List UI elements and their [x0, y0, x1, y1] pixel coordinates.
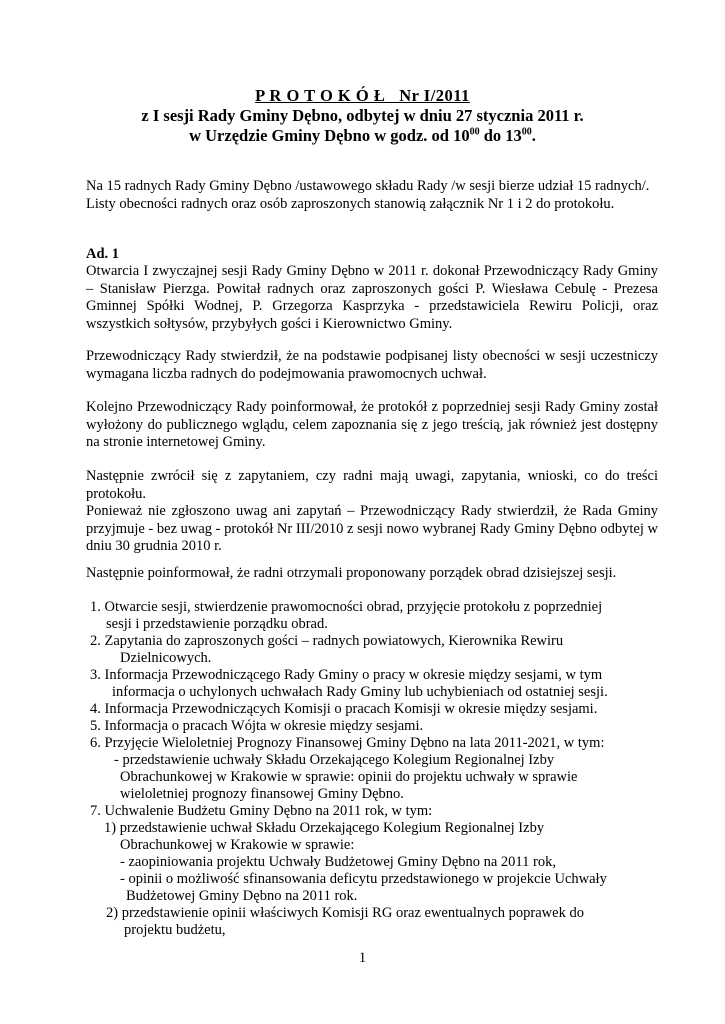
paragraph-protocol-accepted: Ponieważ nie zgłoszono uwag ani zapytań – Przewodniczący Rady stwierdził, że Rada Gminy przyjmuje - bez uwag - protokół Nr III/2010 z sesji nowo wybranej Rady Gminy Dębno odbytej w dniu 30 grudnia 2010 r. — [86, 503, 658, 554]
agenda-subitem-cont: Budżetowej Gminy Dębno na 2011 rok. — [126, 888, 358, 904]
agenda-subitem-cont: projektu budżetu, — [124, 922, 226, 938]
protocol-title-main: P R O T O K Ó Ł Nr I/2011 — [255, 86, 470, 105]
paragraph-agenda-intro: Następnie poinformował, że radni otrzymali proponowany porządek obrad dzisiejszej sesji. — [86, 565, 617, 581]
agenda-item: 4. Informacja Przewodniczących Komisji o pracach Komisji w okresie między sesjami. — [90, 701, 598, 717]
start-minutes: 00 — [469, 126, 480, 138]
agenda-item-cont: Dzielnicowych. — [120, 650, 212, 666]
time-location-line — [0, 126, 725, 146]
paragraph-quorum: Przewodniczący Rady stwierdził, że na podstawie podpisanej listy obecności w sesji uczestniczy wymagana liczba radnych do podejmowania prawomocnych uchwał. — [86, 348, 658, 382]
time-location-mid: do 13 — [479, 126, 522, 145]
paragraph-questions: Następnie zwrócił się z zapytaniem, czy radni mają uwagi, zapytania, wnioski, co do treści protokołu. — [86, 468, 658, 502]
agenda-subitem-cont: Obrachunkowej w Krakowie w sprawie: — [120, 837, 355, 853]
protocol-title — [0, 86, 725, 106]
agenda-subitem-dash: - zaopiniowania projektu Uchwały Budżetowej Gminy Dębno na 2011 rok, — [120, 854, 556, 870]
time-location-end: . — [531, 126, 536, 145]
agenda-item: 2. Zapytania do zaproszonych gości – radnych powiatowych, Kierownika Rewiru — [90, 633, 564, 649]
agenda-item: 7. Uchwalenie Budżetu Gminy Dębno na 2011 rok, w tym: — [90, 803, 433, 819]
agenda-item: 3. Informacja Przewodniczącego Rady Gminy o pracy w okresie między sesjami, w tym — [90, 667, 603, 683]
agenda-subitem: - przedstawienie uchwały Składu Orzekającego Kolegium Regionalnej Izby — [114, 752, 555, 768]
intro-attendance-lists: Listy obecności radnych oraz osób zaproszonych stanowią załącznik Nr 1 i 2 do protokołu. — [86, 196, 615, 212]
agenda-subitem-cont: wieloletniej prognozy finansowej Gminy Dębno. — [120, 786, 404, 802]
session-line: z I sesji Rady Gminy Dębno, odbytej w dniu 27 stycznia 2011 r. — [141, 106, 584, 125]
agenda-subitem-cont: Obrachunkowej w Krakowie w sprawie: opinii do projektu uchwały w sprawie — [120, 769, 578, 785]
agenda-subitem: 2) przedstawienie opinii właściwych Komisji RG oraz ewentualnych poprawek do — [106, 905, 584, 921]
agenda-item: 6. Przyjęcie Wieloletniej Prognozy Finansowej Gminy Dębno na lata 2011-2021, w tym: — [90, 735, 605, 751]
agenda-item: 1. Otwarcie sesji, stwierdzenie prawomocności obrad, przyjęcie protokołu z poprzedniej — [90, 599, 603, 615]
agenda-subitem: 1) przedstawienie uchwał Składu Orzekającego Kolegium Regionalnej Izby — [104, 820, 545, 836]
page-number: 1 — [358, 950, 367, 966]
end-minutes: 00 — [521, 126, 532, 138]
intro-attendance: Na 15 radnych Rady Gminy Dębno /ustawowego składu Rady /w sesji bierze udział 15 radnych/. — [86, 178, 650, 194]
agenda-item: 5. Informacja o pracach Wójta w okresie między sesjami. — [90, 718, 424, 734]
paragraph-opening: Otwarcia I zwyczajnej sesji Rady Gminy Dębno w 2011 r. dokonał Przewodniczący Rady Gminy – Stanisław Pierzga. Powitał radnych oraz zaproszonych gości P. Wiesława Cebulę - Prezesa Gminnej Spółki Wodnej, P. Grzegorza Kasprzyka - przedstawiciela Rewiru Policji, oraz wszystkich sołtysów, przybyłych gości i Kierownictwo Gminy. — [86, 263, 658, 332]
paragraph-previous-protocol: Kolejno Przewodniczący Rady poinformował, że protokół z poprzedniej sesji Rady Gminy został wyłożony do publicznego wglądu, celem zapoznania się z jego treścią, jak również jest dostępny na stronie internetowej Gminy. — [86, 399, 658, 450]
section-heading: Ad. 1 — [86, 246, 120, 262]
time-location-text: w Urzędzie Gminy Dębno w godz. od 10 — [189, 126, 470, 145]
agenda-item-cont: sesji i przedstawienie porządku obrad. — [106, 616, 328, 632]
document-title-block — [0, 86, 725, 146]
agenda-item-cont: informacja o uchylonych uchwałach Rady Gminy lub uchybieniach od ostatniej sesji. — [112, 684, 608, 700]
agenda-subitem-dash: - opinii o możliwość sfinansowania deficytu przedstawionego w projekcie Uchwały — [120, 871, 607, 887]
